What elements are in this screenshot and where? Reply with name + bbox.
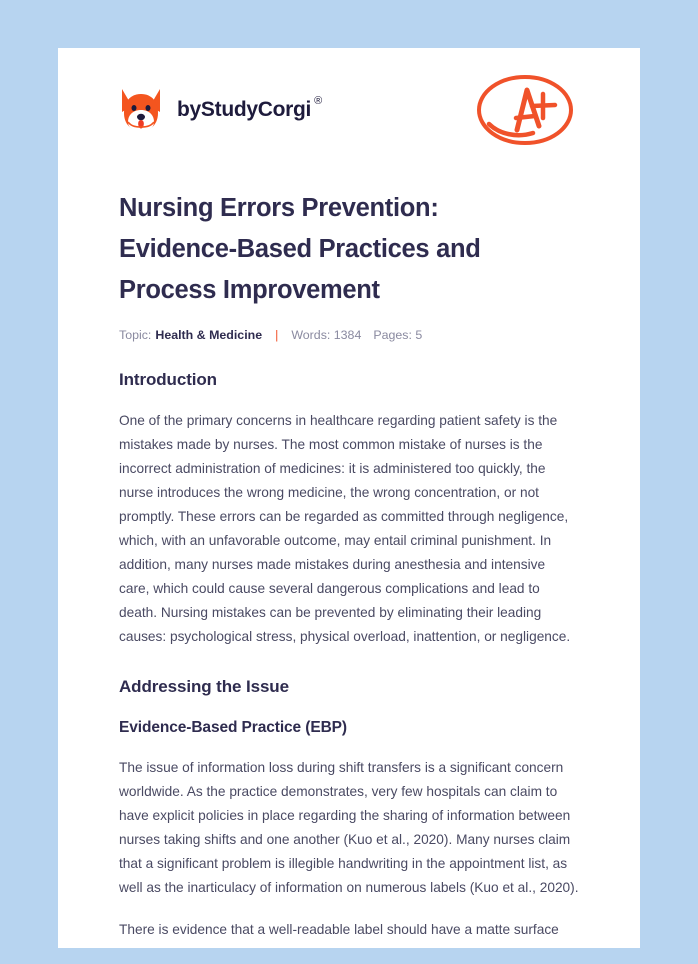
brand-prefix: by bbox=[177, 98, 201, 121]
page-count: Pages: 5 bbox=[373, 328, 423, 342]
studycorgi-brand[interactable] bbox=[119, 86, 322, 134]
document-header bbox=[119, 48, 579, 162]
document-meta bbox=[119, 328, 579, 342]
paragraph-introduction-1: One of the primary concerns in healthcare regarding patient safety is the mistakes made by nurses. The most common mistake of nurses is the incorrect administration of medicines: it is administered too quickly, the nurse introduces the wrong medicine, the wrong concentration, or not promptly. These errors can be regarded as committed through negligence, which, with an unfavorable outcome, may entail criminal punishment. In addition, many nurses made mistakes during anesthesia and intensive care, which could cause several dangerous complications and lead to death. Nursing mistakes can be prevented by eliminating their leading causes: psychological stress, physical overload, inattention, or negligence. bbox=[119, 413, 571, 644]
paragraph-ebp-2: There is evidence that a well-readable label should have a matte surface bbox=[119, 922, 559, 937]
meta-separator: | bbox=[275, 328, 279, 342]
document-body bbox=[119, 370, 579, 942]
registered-trademark-icon: ® bbox=[314, 95, 322, 107]
page-title: Nursing Errors Prevention: Evidence-Based Practices and Process Improvement bbox=[119, 194, 481, 304]
section-heading-introduction: Introduction bbox=[119, 370, 217, 389]
paragraph-ebp-1: The issue of information loss during shift transfers is a significant concern worldwide. As the practice demonstrates, very few hospitals can claim to have explicit policies in place regarding the sharing of information between nurses taking shifts and one another (Kuo et al., 2020). Many nurses claim that a significant problem is illegible handwriting in the appointment list, as well as the inarticulacy of information on numerous labels (Kuo et al., 2020). bbox=[119, 760, 579, 895]
word-count: Words: 1384 bbox=[291, 328, 362, 342]
document-page-sheet bbox=[58, 48, 640, 948]
corgi-face-icon bbox=[119, 86, 163, 134]
a-plus-badge-icon bbox=[471, 68, 579, 152]
brand-wordmark bbox=[177, 95, 322, 122]
topic-label: Topic: bbox=[119, 328, 152, 342]
section-heading-addressing-the-issue: Addressing the Issue bbox=[119, 677, 289, 696]
section-heading-evidence-based-practice: Evidence-Based Practice (EBP) bbox=[119, 719, 347, 736]
brand-name: StudyCorgi bbox=[200, 98, 312, 121]
topic-value[interactable]: Health & Medicine bbox=[155, 328, 263, 342]
